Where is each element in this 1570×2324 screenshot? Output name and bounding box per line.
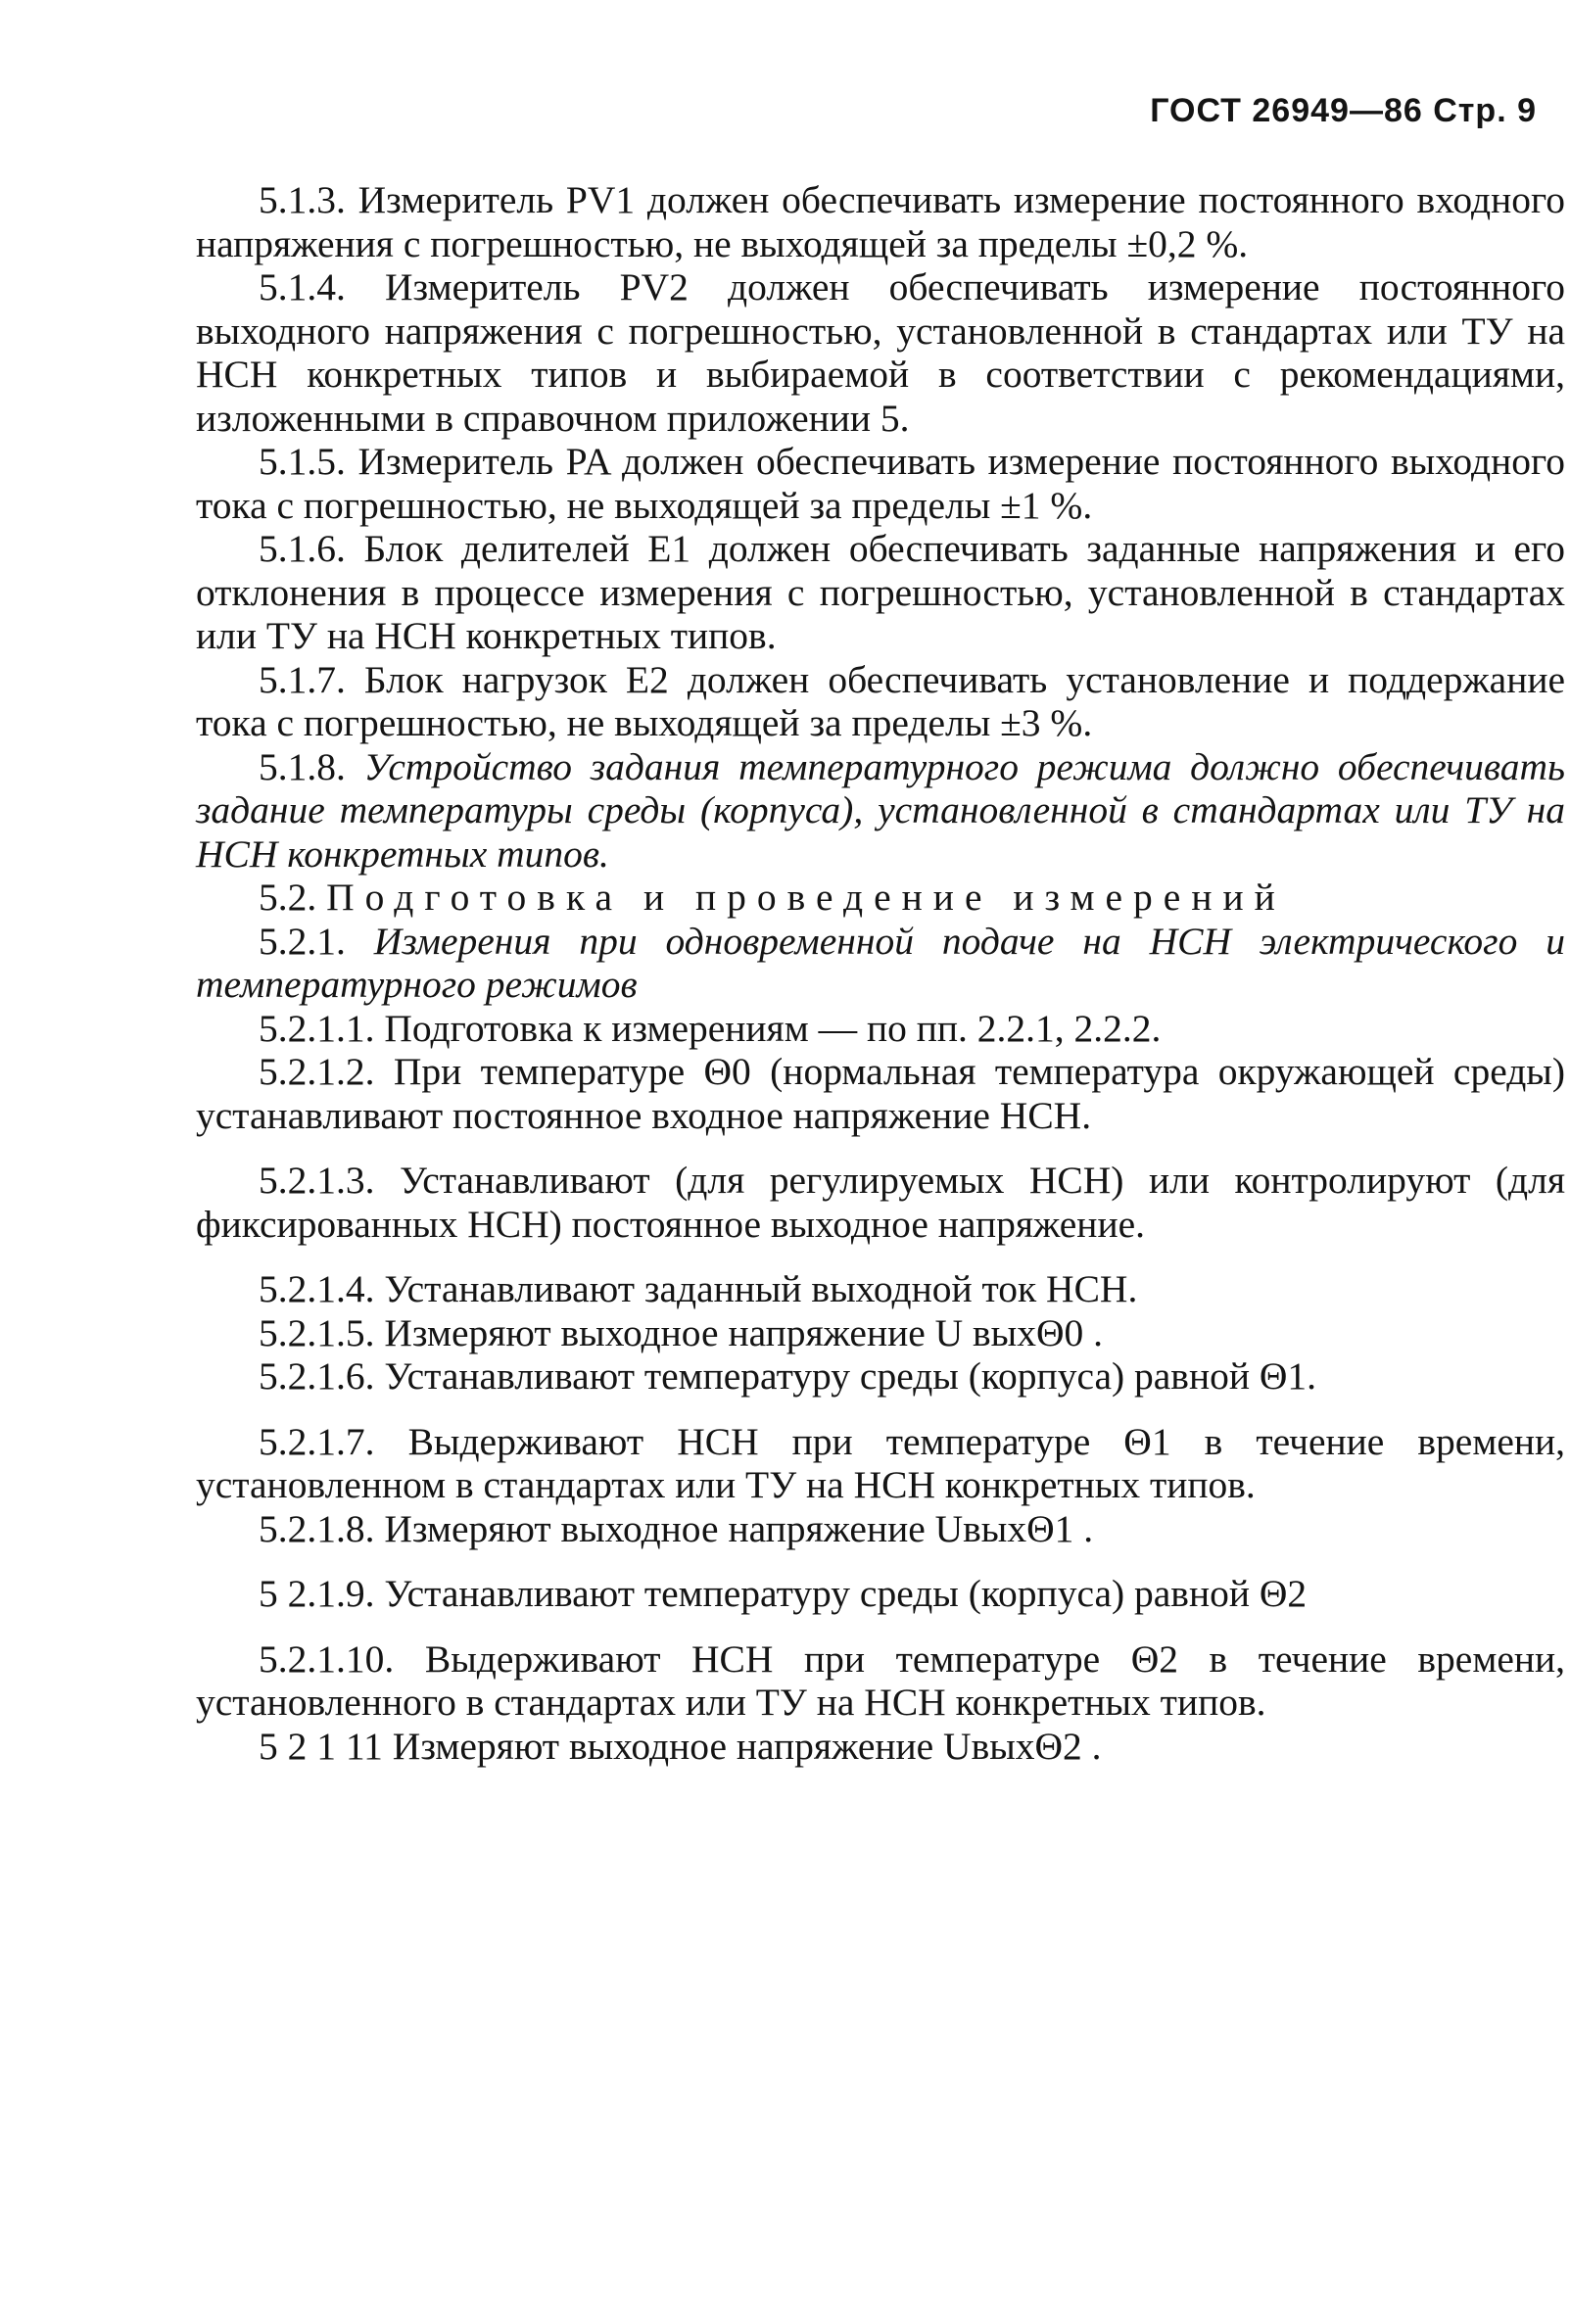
clause-5-2-1-6: 5.2.1.6. Устанавливают температуру среды (корпуса) равной Θ1.	[259, 1354, 1317, 1398]
page-number: Стр. 9	[1433, 92, 1537, 129]
clause-5-2-1-7: 5.2.1.7. Выдерживают НСН при температуре Θ1 в течение времени, установленном в стандартах или ТУ на НСН конкретных типов.	[196, 1419, 1565, 1506]
clause-5-2-1-1: 5.2.1.1. Подготовка к измерениям — по пп. 2.2.1, 2.2.2.	[259, 1006, 1162, 1050]
clause-5-2-1-3: 5.2.1.3. Устанавливают (для регулируемых НСН) или контролируют (для фиксированных НСН) постоянное выходное напряжение.	[196, 1159, 1565, 1246]
clause-5-2-1-2: 5.2.1.2. При температуре Θ0 (нормальная температура окружающей среды) устанавливают постоянное входное напряжение НСН.	[196, 1050, 1566, 1137]
clause-5-1-6: 5.1.6. Блок делителей E1 должен обеспечивать заданные напряжения и его отклонения в процессе измерения с погрешностью, установленной в стандартах или ТУ на НСН конкретных типов.	[196, 527, 1565, 657]
subsection-heading-5-2-1: 5.2.1. Измерения при одновременной подаче на НСН электрического и температурного режимов	[196, 919, 1566, 1006]
running-header	[1150, 92, 1537, 130]
clause-5-2-1-8: 5.2.1.8. Измеряют выходное напряжение UвыхΘ1 .	[259, 1506, 1094, 1550]
clause-5-1-7: 5.1.7. Блок нагрузок E2 должен обеспечивать установление и поддержание тока с погрешностью, не выходящей за пределы ±3 %.	[196, 657, 1565, 744]
standard-number: ГОСТ 26949—86	[1150, 92, 1423, 129]
clause-5-2-1-9: 5 2.1.9. Устанавливают температуру среды (корпуса) равной Θ2	[259, 1572, 1308, 1615]
clause-5-1-5: 5.1.5. Измеритель PA должен обеспечивать измерение постоянного выходного тока с погрешностью, не выходящей за пределы ±1 %.	[196, 440, 1566, 527]
clause-5-2-1-5: 5.2.1.5. Измеряют выходное напряжение U выхΘ0 .	[259, 1310, 1103, 1354]
clause-5-2-1-10: 5.2.1.10. Выдерживают НСН при температуре Θ2 в течение времени, установленного в стандартах или ТУ на НСН конкретных типов.	[196, 1636, 1565, 1724]
clause-5-1-3: 5.1.3. Измеритель PV1 должен обеспечивать измерение постоянного входного напряжения с погрешностью, не выходящей за пределы ±0,2 %.	[196, 178, 1566, 265]
clause-5-1-8: 5.1.8. Устройство задания температурного режима должно обеспечивать задание температуры среды (корпуса), установленной в стандартах или ТУ на НСН конкретных типов.	[196, 744, 1566, 876]
clause-5-1-4: 5.1.4. Измеритель PV2 должен обеспечивать измерение постоянного выходного напряжения с погрешностью, установленной в стандартах или ТУ на НСН конкретных типов и выбираемой в соответствии с рекомендациями, изложенными в справочном приложении 5.	[196, 265, 1565, 440]
clause-5-2-1-11: 5 2 1 11 Измеряют выходное напряжение UвыхΘ2 .	[259, 1724, 1102, 1768]
clause-5-2-1-4: 5.2.1.4. Устанавливают заданный выходной ток НСН.	[259, 1267, 1138, 1310]
document-body	[196, 178, 1565, 1768]
section-heading-5-2: 5.2. Подготовка и проведение измерений	[259, 876, 1286, 919]
